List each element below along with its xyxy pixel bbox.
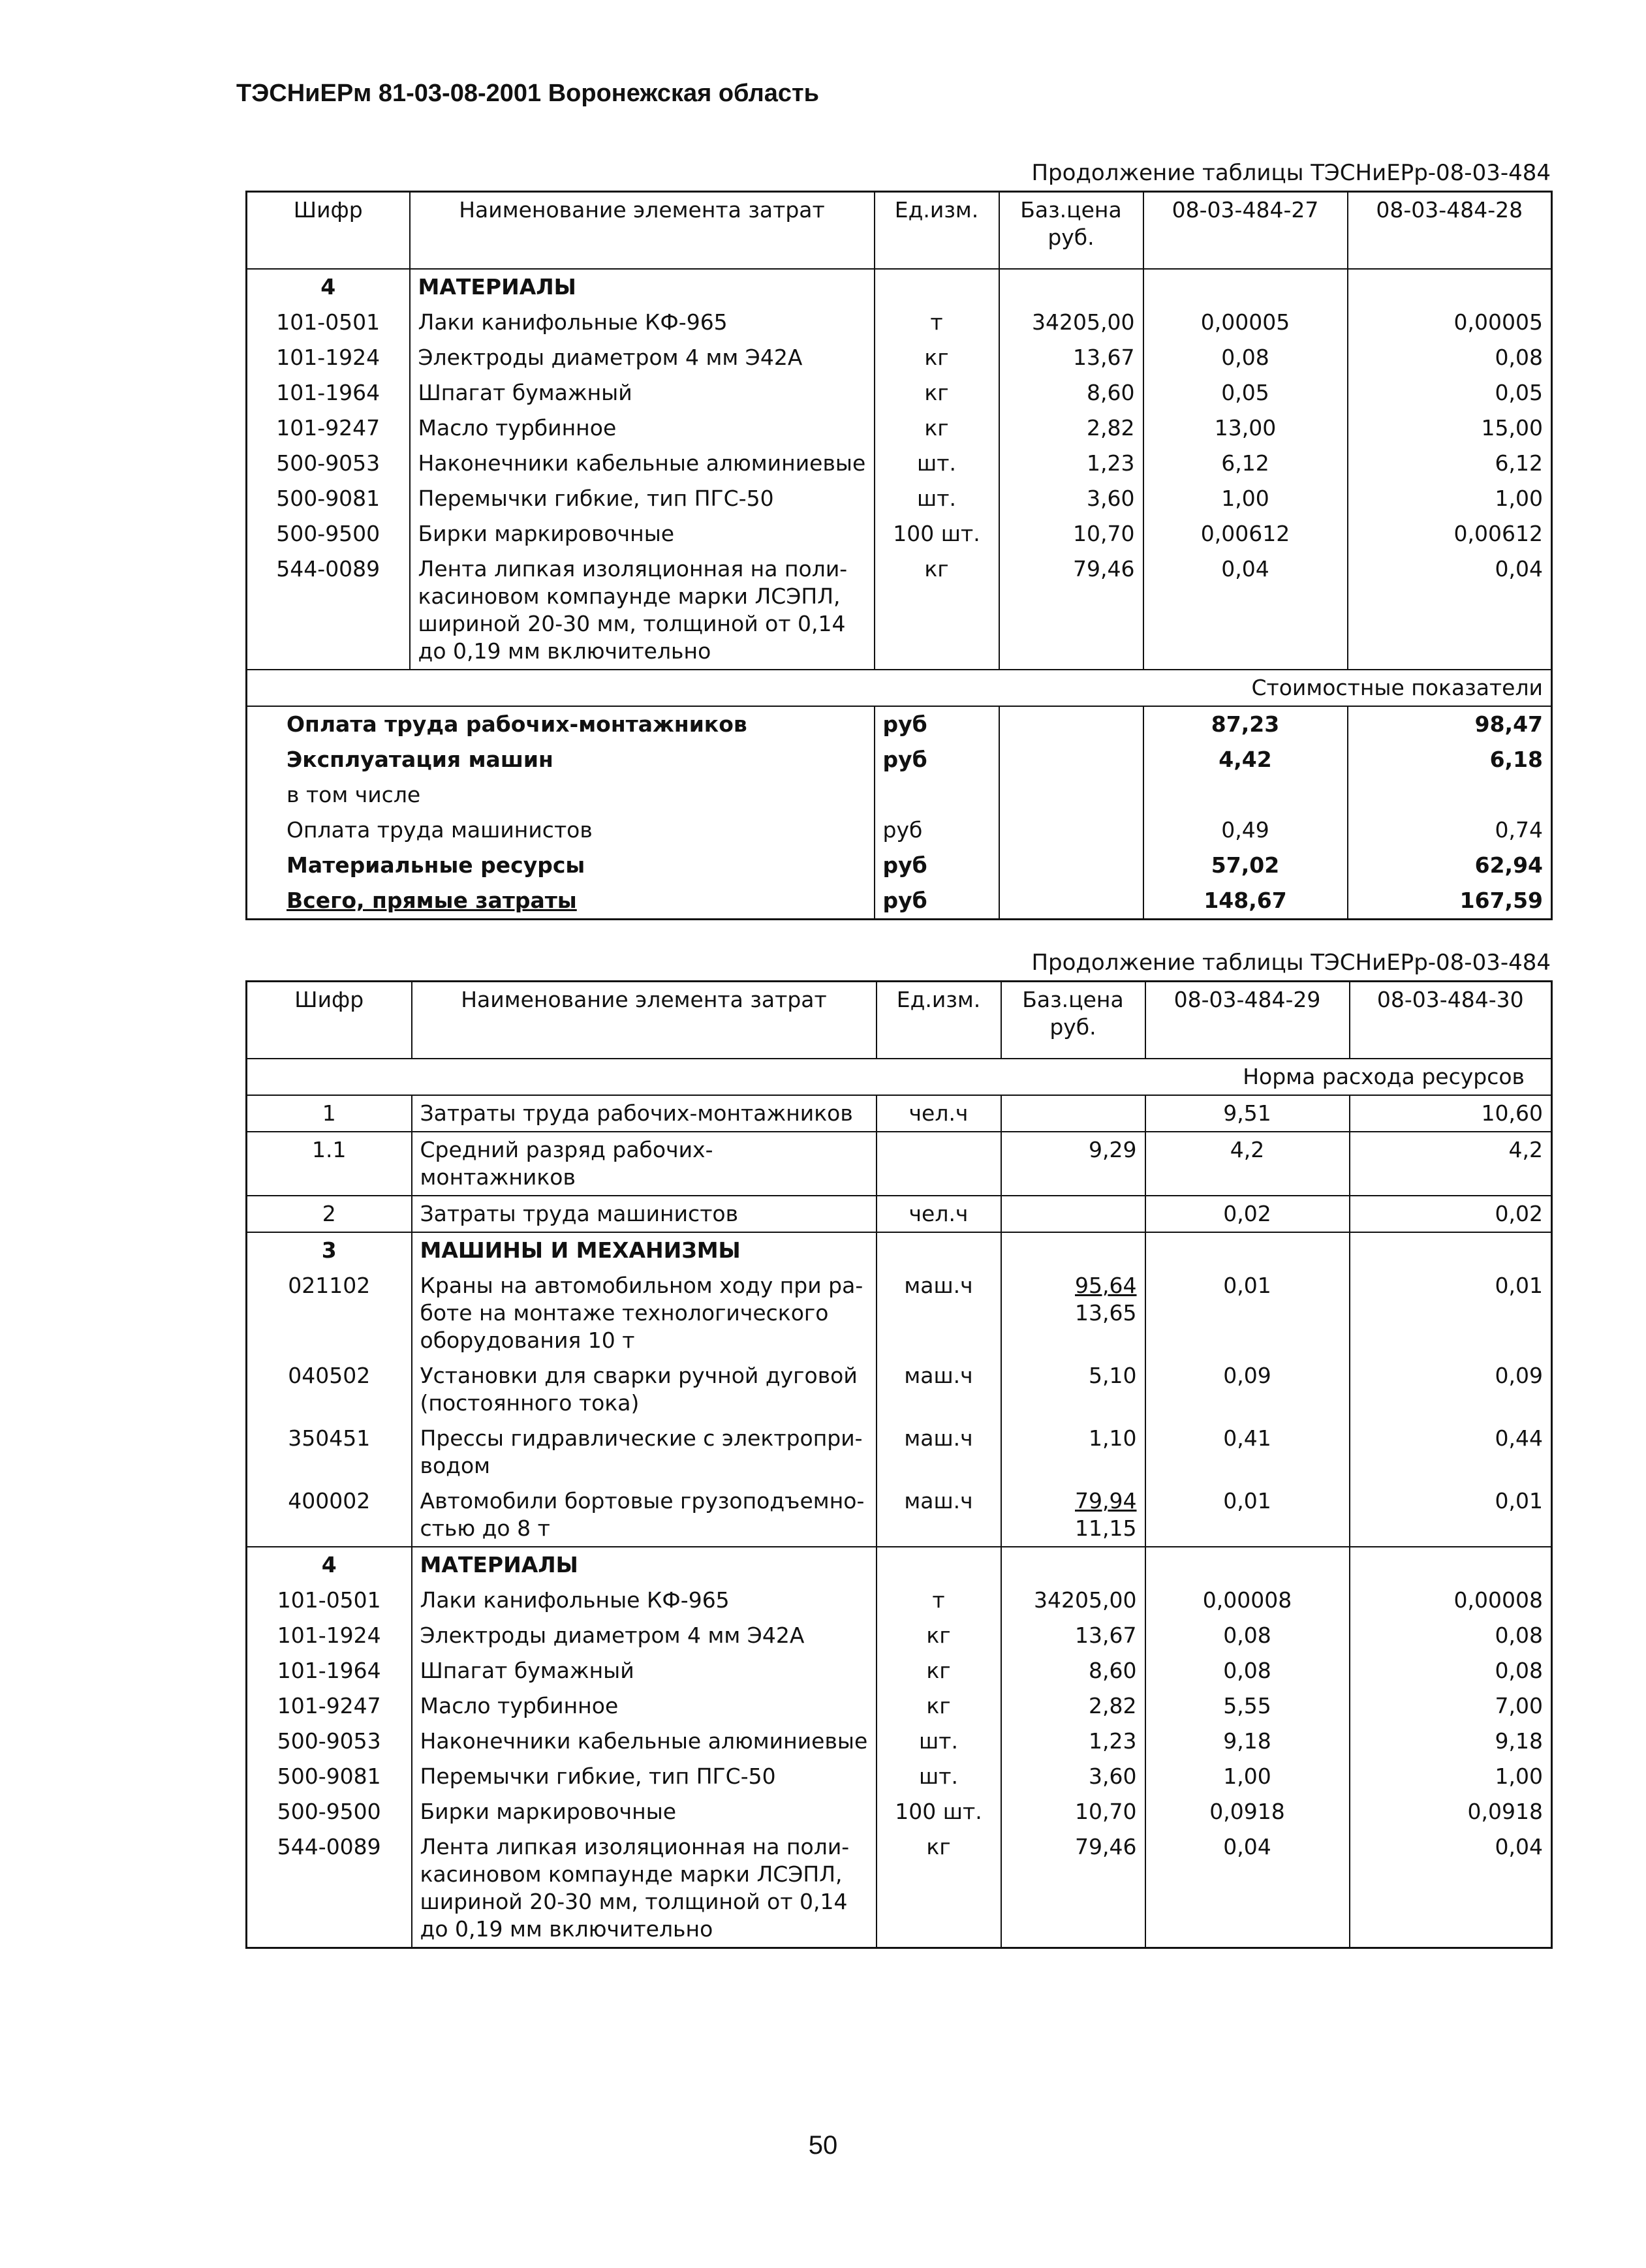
- table-row: [247, 1583, 1552, 1618]
- cost-spacer: [999, 706, 1143, 742]
- row-code: 1.1: [312, 1137, 347, 1162]
- row-code: 544-0089: [276, 556, 380, 582]
- row-name: Установки для сварки ручной дуговой (постоянного тока): [412, 1358, 877, 1421]
- row-unit: т: [877, 1583, 1001, 1618]
- row-norm-2: 0,44: [1350, 1421, 1552, 1484]
- cost-value-1: 87,23: [1143, 706, 1348, 742]
- row-name: Наконечники кабельные алюминиевые: [412, 1724, 877, 1759]
- table-row: [247, 1196, 1552, 1232]
- norms-table-1: [245, 191, 1553, 920]
- row-norm-1: 1,00: [1143, 481, 1348, 516]
- row-unit: шт.: [875, 446, 999, 481]
- cost-label: Всего, прямые затраты: [287, 888, 577, 913]
- row-base-price: [1001, 1583, 1145, 1618]
- cost-unit: руб: [875, 848, 999, 883]
- cost-unit: руб: [875, 813, 999, 848]
- row-base-price-value: 1,23: [1087, 450, 1135, 476]
- row-base-price-value: 8,60: [1087, 380, 1135, 405]
- row-norm-1: 0,08: [1145, 1618, 1350, 1653]
- table-row: [247, 1095, 1552, 1132]
- row-code: 350451: [288, 1425, 371, 1451]
- page-number: 50: [808, 2131, 838, 2160]
- table-row: [247, 1268, 1552, 1358]
- cost-label: Оплата труда рабочих-монтажников: [287, 711, 747, 737]
- row-base-price-operator: 13,65: [1075, 1300, 1137, 1326]
- row-base-price: [1001, 1421, 1145, 1484]
- row-norm-1: 0,00008: [1145, 1583, 1350, 1618]
- row-base-price-value: 79,46: [1075, 1834, 1137, 1859]
- row-unit: шт.: [875, 481, 999, 516]
- row-norm-1: 13,00: [1143, 411, 1348, 446]
- row-norm-2: 0,08: [1350, 1653, 1552, 1688]
- row-norm-2: 6,12: [1348, 446, 1552, 481]
- table-row: [247, 1688, 1552, 1724]
- row-norm-2: 0,00612: [1348, 516, 1552, 551]
- table-row: [247, 446, 1552, 481]
- row-name: Лента липкая изоляционная на поли-касиновом компаунде марки ЛСЭПЛ, шириной 20-30 мм, толщиной от 0,14 до 0,19 мм включительно: [410, 551, 875, 670]
- row-unit: кг: [875, 375, 999, 411]
- row-code: 040502: [288, 1363, 371, 1388]
- row-norm-2: 9,18: [1350, 1724, 1552, 1759]
- row-base-price-value: 1,10: [1089, 1425, 1137, 1451]
- column-header-unit: Ед.изм.: [875, 192, 999, 270]
- row-norm-2: 0,02: [1350, 1196, 1552, 1232]
- row-unit: т: [875, 305, 999, 340]
- cost-row: [247, 706, 1552, 742]
- row-unit: кг: [877, 1653, 1001, 1688]
- cost-spacer: [999, 777, 1143, 813]
- table-row: [247, 411, 1552, 446]
- row-unit: чел.ч: [877, 1095, 1001, 1132]
- cost-row: [247, 883, 1552, 920]
- table-row: [247, 305, 1552, 340]
- row-base-price-value: 95,64: [1075, 1273, 1137, 1298]
- table-row: [247, 1421, 1552, 1484]
- row-name: Перемычки гибкие, тип ПГС-50: [412, 1759, 877, 1794]
- norms-table-2: [245, 980, 1553, 1949]
- row-norm-2: 0,04: [1348, 551, 1552, 670]
- norm-caption-row: [247, 1059, 1552, 1095]
- row-unit: кг: [877, 1829, 1001, 1948]
- cost-label: в том числе: [287, 782, 421, 807]
- row-norm-2: 4,2: [1350, 1132, 1552, 1196]
- row-base-price-value: 5,10: [1089, 1363, 1137, 1388]
- cost-label: Оплата труда машинистов: [287, 817, 593, 843]
- row-code: 101-0501: [276, 309, 380, 335]
- row-norm-1: 0,41: [1145, 1421, 1350, 1484]
- row-name: Перемычки гибкие, тип ПГС-50: [410, 481, 875, 516]
- cost-spacer: [999, 883, 1143, 920]
- section-title: МАШИНЫ И МЕХАНИЗМЫ: [412, 1232, 877, 1268]
- row-base-price: [1001, 1829, 1145, 1948]
- row-code: 2: [322, 1201, 336, 1226]
- row-name: Краны на автомобильном ходу при ра-боте на монтаже технологического оборудования 10 т: [412, 1268, 877, 1358]
- table-row: [247, 1358, 1552, 1421]
- column-header-norm-2: 08-03-484-28: [1348, 192, 1552, 270]
- row-base-price-value: 34205,00: [1032, 309, 1135, 335]
- norm-caption: Норма расхода ресурсов: [1243, 1064, 1525, 1089]
- row-name: Шпагат бумажный: [410, 375, 875, 411]
- row-base-price: [1001, 1653, 1145, 1688]
- row-norm-1: 0,01: [1145, 1484, 1350, 1547]
- row-base-price: [1001, 1794, 1145, 1829]
- row-base-price-value: 13,67: [1075, 1623, 1137, 1648]
- row-norm-2: 1,00: [1350, 1759, 1552, 1794]
- row-unit: шт.: [877, 1724, 1001, 1759]
- cost-unit: руб: [875, 742, 999, 777]
- row-base-price: [999, 375, 1143, 411]
- row-base-price-operator: 11,15: [1075, 1515, 1137, 1541]
- row-norm-2: 7,00: [1350, 1688, 1552, 1724]
- column-header-base-price: Баз.цена руб.: [999, 192, 1143, 270]
- cost-spacer: [999, 848, 1143, 883]
- row-base-price-value: 9,29: [1089, 1137, 1137, 1162]
- row-norm-2: 0,09: [1350, 1358, 1552, 1421]
- row-norm-1: 0,01: [1145, 1268, 1350, 1358]
- row-code: 500-9081: [277, 1763, 381, 1789]
- row-code: 101-9247: [276, 415, 380, 441]
- cost-label: Материальные ресурсы: [287, 852, 585, 878]
- cost-value-2: 6,18: [1348, 742, 1552, 777]
- table-row: [247, 551, 1552, 670]
- row-base-price: [999, 411, 1143, 446]
- cost-value-2: 0,74: [1348, 813, 1552, 848]
- row-norm-1: 1,00: [1145, 1759, 1350, 1794]
- row-norm-2: 0,04: [1350, 1829, 1552, 1948]
- row-norm-1: 0,04: [1143, 551, 1348, 670]
- row-base-price: [1001, 1268, 1145, 1358]
- cost-unit: руб: [875, 706, 999, 742]
- row-unit: 100 шт.: [877, 1794, 1001, 1829]
- row-base-price-value: 1,23: [1089, 1728, 1137, 1754]
- row-norm-1: 0,02: [1145, 1196, 1350, 1232]
- table1-continuation-caption: Продолжение таблицы ТЭСНиЕРр-08-03-484: [1031, 160, 1551, 186]
- row-name: Электроды диаметром 4 мм Э42А: [410, 340, 875, 375]
- row-norm-2: 10,60: [1350, 1095, 1552, 1132]
- table-row: [247, 481, 1552, 516]
- table-row: [247, 1132, 1552, 1196]
- cost-row: [247, 848, 1552, 883]
- row-base-price-value: 10,70: [1075, 1799, 1137, 1824]
- row-base-price: [1001, 1724, 1145, 1759]
- row-name: Бирки маркировочные: [410, 516, 875, 551]
- row-norm-2: 15,00: [1348, 411, 1552, 446]
- section-title: МАТЕРИАЛЫ: [412, 1547, 877, 1583]
- row-base-price-value: 34205,00: [1034, 1587, 1137, 1613]
- row-base-price: [1001, 1132, 1145, 1196]
- table2-materials-body: [247, 1583, 1552, 1948]
- row-code: 101-0501: [277, 1587, 381, 1613]
- row-name: Лаки канифольные КФ-965: [412, 1583, 877, 1618]
- column-header-norm-1: 08-03-484-27: [1143, 192, 1348, 270]
- cost-row: [247, 742, 1552, 777]
- row-base-price: [1001, 1196, 1145, 1232]
- row-norm-2: 0,08: [1350, 1618, 1552, 1653]
- row-name: Автомобили бортовые грузоподъемно-стью до 8 т: [412, 1484, 877, 1547]
- table-row: [247, 1759, 1552, 1794]
- row-base-price: [1001, 1095, 1145, 1132]
- column-header-name: Наименование элемента затрат: [410, 192, 875, 270]
- row-name: Наконечники кабельные алюминиевые: [410, 446, 875, 481]
- column-header-code: Шифр: [293, 197, 363, 223]
- row-base-price: [1001, 1759, 1145, 1794]
- row-base-price-value: 8,60: [1089, 1658, 1137, 1683]
- row-unit: маш.ч: [877, 1484, 1001, 1547]
- cost-caption-row: [247, 670, 1552, 706]
- table-row: [247, 1829, 1552, 1948]
- row-norm-2: 0,00005: [1348, 305, 1552, 340]
- row-norm-2: 0,0918: [1350, 1794, 1552, 1829]
- row-name: Лента липкая изоляционная на поли-касиновом компаунде марки ЛСЭПЛ, шириной 20-30 мм, толщиной от 0,14 до 0,19 мм включительно: [412, 1829, 877, 1948]
- table1-header-row: [247, 192, 1552, 270]
- row-unit: кг: [875, 411, 999, 446]
- document-header: ТЭСНиЕРм 81-03-08-2001 Воронежская область: [236, 80, 819, 107]
- cost-caption: Стоимостные показатели: [1251, 675, 1543, 700]
- table-row: [247, 1618, 1552, 1653]
- row-norm-1: 0,00005: [1143, 305, 1348, 340]
- row-code: 101-1924: [276, 345, 380, 370]
- column-header-unit: Ед.изм.: [877, 982, 1001, 1059]
- row-norm-1: 5,55: [1145, 1688, 1350, 1724]
- row-name: Бирки маркировочные: [412, 1794, 877, 1829]
- cost-spacer: [999, 813, 1143, 848]
- section-code: 4: [320, 274, 336, 300]
- cost-value-1: 0,49: [1143, 813, 1348, 848]
- table1-cost-body: [247, 706, 1552, 920]
- row-base-price: [999, 446, 1143, 481]
- row-base-price-value: 3,60: [1089, 1763, 1137, 1789]
- row-name: Затраты труда рабочих-монтажников: [412, 1095, 877, 1132]
- row-code: 500-9053: [277, 1728, 381, 1754]
- section-row-materials: [247, 1547, 1552, 1583]
- table-row: [247, 1653, 1552, 1688]
- cost-value-1: 148,67: [1143, 883, 1348, 920]
- cost-value-2: 62,94: [1348, 848, 1552, 883]
- row-code: 400002: [288, 1488, 371, 1514]
- row-norm-2: 0,01: [1350, 1268, 1552, 1358]
- row-norm-2: 0,08: [1348, 340, 1552, 375]
- column-header-norm-2: 08-03-484-30: [1350, 982, 1552, 1059]
- row-base-price-value: 13,67: [1073, 345, 1135, 370]
- row-base-price: [999, 481, 1143, 516]
- table-row: [247, 340, 1552, 375]
- table-row: [247, 375, 1552, 411]
- section-code: 4: [321, 1552, 337, 1577]
- row-norm-1: 9,51: [1145, 1095, 1350, 1132]
- table1-materials-body: [247, 305, 1552, 670]
- row-unit: маш.ч: [877, 1421, 1001, 1484]
- row-norm-1: 0,08: [1145, 1653, 1350, 1688]
- row-code: 500-9081: [276, 486, 380, 511]
- table2-labor-body: [247, 1095, 1552, 1232]
- row-base-price-value: 79,94: [1075, 1488, 1137, 1514]
- row-base-price-value: 10,70: [1073, 521, 1135, 546]
- row-norm-1: 0,08: [1143, 340, 1348, 375]
- cost-unit: [875, 777, 999, 813]
- row-unit: кг: [875, 551, 999, 670]
- row-unit: [877, 1132, 1001, 1196]
- table-row: [247, 516, 1552, 551]
- row-base-price: [1001, 1688, 1145, 1724]
- row-code: 544-0089: [277, 1834, 381, 1859]
- column-header-norm-1: 08-03-484-29: [1145, 982, 1350, 1059]
- row-base-price: [999, 305, 1143, 340]
- row-norm-1: 9,18: [1145, 1724, 1350, 1759]
- row-base-price: [1001, 1618, 1145, 1653]
- row-norm-1: 0,05: [1143, 375, 1348, 411]
- section-row-materials: [247, 269, 1552, 305]
- cost-label: Эксплуатация машин: [287, 747, 553, 772]
- cost-value-1: 4,42: [1143, 742, 1348, 777]
- row-norm-1: 4,2: [1145, 1132, 1350, 1196]
- cost-value-2: 167,59: [1348, 883, 1552, 920]
- row-norm-2: 0,00008: [1350, 1583, 1552, 1618]
- cost-spacer: [999, 742, 1143, 777]
- row-code: 500-9500: [276, 521, 380, 546]
- row-base-price: [999, 516, 1143, 551]
- row-norm-2: 0,05: [1348, 375, 1552, 411]
- row-unit: кг: [875, 340, 999, 375]
- row-base-price: [1001, 1358, 1145, 1421]
- row-norm-2: 1,00: [1348, 481, 1552, 516]
- row-code: 101-1924: [277, 1623, 381, 1648]
- row-norm-1: 6,12: [1143, 446, 1348, 481]
- row-base-price: [999, 340, 1143, 375]
- row-unit: маш.ч: [877, 1358, 1001, 1421]
- row-base-price-value: 79,46: [1073, 556, 1135, 582]
- row-code: 500-9500: [277, 1799, 381, 1824]
- table-row: [247, 1794, 1552, 1829]
- section-code: 3: [321, 1237, 337, 1263]
- row-unit: кг: [877, 1688, 1001, 1724]
- row-base-price-value: 2,82: [1087, 415, 1135, 441]
- row-name: Средний разряд рабочих-монтажников: [412, 1132, 877, 1196]
- row-code: 021102: [288, 1273, 371, 1298]
- row-unit: 100 шт.: [875, 516, 999, 551]
- row-base-price-value: 2,82: [1089, 1693, 1137, 1718]
- row-norm-1: 0,0918: [1145, 1794, 1350, 1829]
- row-code: 1: [322, 1100, 336, 1126]
- cost-value-2: [1348, 777, 1552, 813]
- column-header-base-price: Баз.цена руб.: [1001, 982, 1145, 1059]
- cost-unit: руб: [875, 883, 999, 920]
- table2-machines-body: [247, 1268, 1552, 1547]
- row-name: Шпагат бумажный: [412, 1653, 877, 1688]
- column-header-name: Наименование элемента затрат: [412, 982, 877, 1059]
- table-row: [247, 1724, 1552, 1759]
- cost-value-2: 98,47: [1348, 706, 1552, 742]
- row-code: 500-9053: [276, 450, 380, 476]
- cost-row: [247, 813, 1552, 848]
- row-norm-2: 0,01: [1350, 1484, 1552, 1547]
- row-name: Масло турбинное: [412, 1688, 877, 1724]
- row-unit: чел.ч: [877, 1196, 1001, 1232]
- row-code: 101-1964: [277, 1658, 381, 1683]
- row-code: 101-9247: [277, 1693, 381, 1718]
- row-base-price: [999, 551, 1143, 670]
- row-code: 101-1964: [276, 380, 380, 405]
- row-norm-1: 0,09: [1145, 1358, 1350, 1421]
- table-row: [247, 1484, 1552, 1547]
- cost-value-1: [1143, 777, 1348, 813]
- row-name: Масло турбинное: [410, 411, 875, 446]
- column-header-code: Шифр: [294, 987, 364, 1012]
- row-norm-1: 0,00612: [1143, 516, 1348, 551]
- row-name: Электроды диаметром 4 мм Э42А: [412, 1618, 877, 1653]
- row-base-price-value: 3,60: [1087, 486, 1135, 511]
- row-unit: маш.ч: [877, 1268, 1001, 1358]
- row-name: Прессы гидравлические с электропри-водом: [412, 1421, 877, 1484]
- section-title: МАТЕРИАЛЫ: [410, 269, 875, 305]
- row-base-price: [1001, 1484, 1145, 1547]
- row-norm-1: 0,04: [1145, 1829, 1350, 1948]
- row-unit: шт.: [877, 1759, 1001, 1794]
- section-row-machines: [247, 1232, 1552, 1268]
- cost-value-1: 57,02: [1143, 848, 1348, 883]
- row-unit: кг: [877, 1618, 1001, 1653]
- table2-continuation-caption: Продолжение таблицы ТЭСНиЕРр-08-03-484: [1031, 950, 1551, 976]
- row-name: Затраты труда машинистов: [412, 1196, 877, 1232]
- cost-row: [247, 777, 1552, 813]
- table2-header-row: [247, 982, 1552, 1059]
- row-name: Лаки канифольные КФ-965: [410, 305, 875, 340]
